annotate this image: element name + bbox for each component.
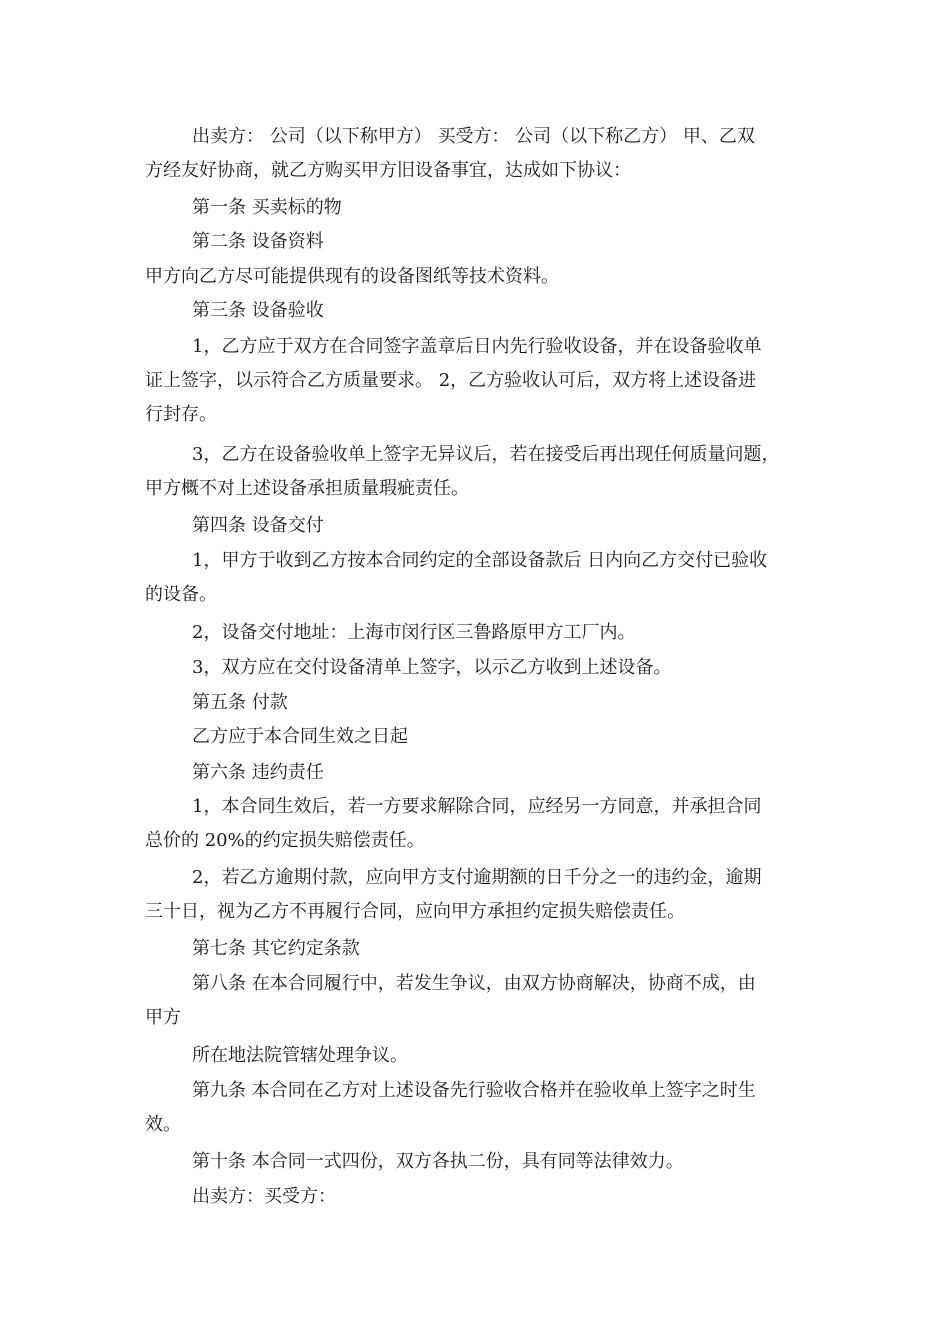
article-9-paragraph (145, 1074, 810, 1142)
clause-line-2: 效。 (145, 1114, 181, 1135)
article-2-heading: 第二条 设备资料 (192, 231, 324, 252)
article-7-heading: 第七条 其它约定条款 (192, 938, 360, 959)
article-10-paragraph: 第十条 本合同一式四份，双方各执二份，具有同等法律效力。 (192, 1151, 684, 1172)
article-4-heading: 第四条 设备交付 (192, 515, 324, 536)
clause-line-2: 总价的 20%的约定损失赔偿责任。 (145, 830, 425, 851)
clause-line-3: 行封存。 (145, 404, 217, 425)
clause-line-1: 1，甲方于收到乙方按本合同约定的全部设备款后 日内向乙方交付已验收 (192, 550, 768, 571)
article-4-clause-3: 3，双方应在交付设备清单上签字，以示乙方收到上述设备。 (192, 657, 672, 678)
clause-line-2: 甲方 (145, 1007, 181, 1028)
article-2-body: 甲方向乙方尽可能提供现有的设备图纸等技术资料。 (145, 266, 559, 287)
article-3-clause-3 (145, 438, 810, 506)
clause-line-2: 证上签字，以示符合乙方质量要求。 2，乙方验收认可后，双方将上述设备进 (145, 370, 757, 391)
article-6-heading: 第六条 违约责任 (192, 762, 324, 783)
clause-line-1: 2，若乙方逾期付款，应向甲方支付逾期额的日千分之一的违约金，逾期 (192, 867, 762, 888)
article-8-continuation: 所在地法院管辖处理争议。 (192, 1045, 408, 1066)
clause-line-1: 第八条 在本合同履行中，若发生争议，由双方协商解决，协商不成，由 (192, 973, 756, 994)
clause-line-1: 1，乙方应于双方在合同签字盖章后日内先行验收设备，并在设备验收单 (192, 336, 762, 357)
signature-line: 出卖方：买受方： (192, 1186, 336, 1207)
article-8-paragraph (145, 967, 810, 1035)
clause-line-1: 1，本合同生效后，若一方要求解除合同，应经另一方同意，并承担合同 (192, 796, 762, 817)
clause-line-2: 的设备。 (145, 584, 217, 605)
article-4-clause-2: 2，设备交付地址：上海市闵行区三鲁路原甲方工厂内。 (192, 622, 636, 643)
article-1-heading: 第一条 买卖标的物 (192, 197, 342, 218)
clause-line-2: 甲方概不对上述设备承担质量瑕疵责任。 (145, 478, 469, 499)
article-6-clause-1 (145, 790, 810, 858)
clause-line-2: 三十日，视为乙方不再履行合同，应向甲方承担约定损失赔偿责任。 (145, 901, 685, 922)
article-3-clause-1-2 (145, 330, 810, 432)
clause-line-1: 3，乙方在设备验收单上签字无异议后，若在接受后再出现任何质量问题， (192, 444, 780, 465)
article-3-heading: 第三条 设备验收 (192, 300, 324, 321)
article-6-clause-2 (145, 861, 810, 929)
article-4-clause-1 (145, 544, 810, 612)
article-5-body: 乙方应于本合同生效之日起 (192, 726, 408, 747)
intro-line-1: 出卖方： 公司（以下称甲方） 买受方： 公司（以下称乙方） 甲、乙双 (192, 126, 755, 147)
contract-intro-paragraph (145, 120, 810, 188)
clause-line-1: 第九条 本合同在乙方对上述设备先行验收合格并在验收单上签字之时生 (192, 1080, 756, 1101)
article-5-heading: 第五条 付款 (192, 692, 288, 713)
intro-line-2: 方经友好协商，就乙方购买甲方旧设备事宜，达成如下协议： (145, 160, 631, 181)
